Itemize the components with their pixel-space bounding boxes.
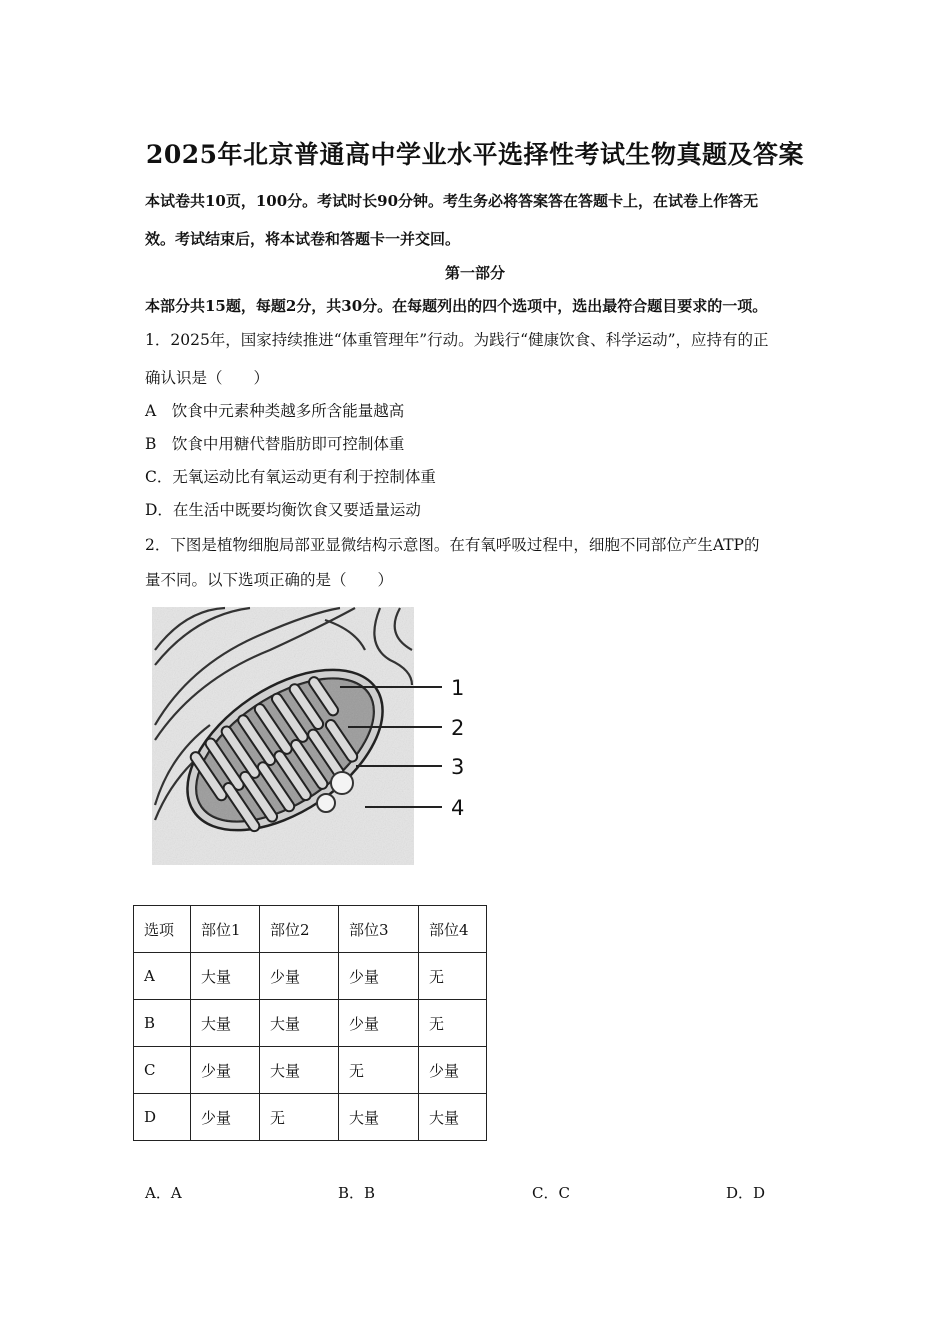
table-cell: B [134,1000,191,1047]
q2-choice-b: B．B [338,1184,376,1202]
table-cell: 大量 [260,1000,339,1047]
table-header-cell: 部位4 [419,906,487,953]
table-header-row [134,906,487,953]
table-row [134,953,487,1000]
table-row [134,1047,487,1094]
q2-stem-line-1: 2．下图是植物细胞局部亚显微结构示意图。在有氧呼吸过程中，细胞不同部位产生ATP的 [145,536,760,554]
q1-option-a: A 饮食中元素种类越多所含能量越高 [145,402,405,420]
q1-option-c: C．无氧运动比有氧运动更有利于控制体重 [145,468,436,486]
exam-intro-line-2: 效。考试结束后，将本试卷和答题卡一并交回。 [145,230,461,248]
table-cell: 大量 [191,953,260,1000]
mitochondrion-figure [150,605,480,870]
table-header-cell: 部位1 [191,906,260,953]
table-cell: 少量 [419,1047,487,1094]
table-header-cell: 部位3 [339,906,419,953]
table-cell: 无 [419,1000,487,1047]
table-cell: D [134,1094,191,1141]
table-cell: 少量 [191,1047,260,1094]
table-cell: 无 [260,1094,339,1141]
q1-option-d: D．在生活中既要均衡饮食又要适量运动 [145,501,421,519]
table-row [134,1000,487,1047]
q1-stem-line-2: 确认识是（ ） [145,369,270,387]
table-cell: C [134,1047,191,1094]
figure-label-3: 3 [451,755,465,779]
exam-intro-line-1: 本试卷共10页，100分。考试时长90分钟。考生务必将答案答在答题卡上，在试卷上作答无 [145,192,759,210]
q2-choice-c: C．C [532,1184,570,1202]
options-table [133,905,487,1141]
table-cell: 无 [339,1047,419,1094]
part-heading: 第一部分 [444,264,505,282]
q1-stem-line-1: 1．2025年，国家持续推进“体重管理年”行动。为践行“健康饮食、科学运动”，应持有的正 [145,331,769,349]
table-cell: A [134,953,191,1000]
figure-label-4: 4 [451,796,465,820]
q2-choice-d: D．D [726,1184,766,1202]
part-instruction: 本部分共15题，每题2分，共30分。在每题列出的四个选项中，选出最符合题目要求的一项。 [145,297,768,315]
table-cell: 少量 [191,1094,260,1141]
figure-label-2: 2 [451,716,465,740]
q1-option-b: B 饮食中用糖代替脂肪即可控制体重 [145,435,405,453]
table-row [134,1094,487,1141]
table-cell: 少量 [339,953,419,1000]
table-cell: 无 [419,953,487,1000]
table-cell: 少量 [339,1000,419,1047]
figure-label-1: 1 [451,676,465,700]
table-cell: 大量 [191,1000,260,1047]
table-cell: 少量 [260,953,339,1000]
q2-choice-a: A．A [145,1184,182,1202]
table-cell: 大量 [260,1047,339,1094]
table-header-cell: 部位2 [260,906,339,953]
page-title: 2025年北京普通高中学业水平选择性考试生物真题及答案 [145,140,805,169]
table-cell: 大量 [419,1094,487,1141]
table-header-cell: 选项 [134,906,191,953]
table-cell: 大量 [339,1094,419,1141]
q2-stem-line-2: 量不同。以下选项正确的是（ ） [145,571,394,589]
